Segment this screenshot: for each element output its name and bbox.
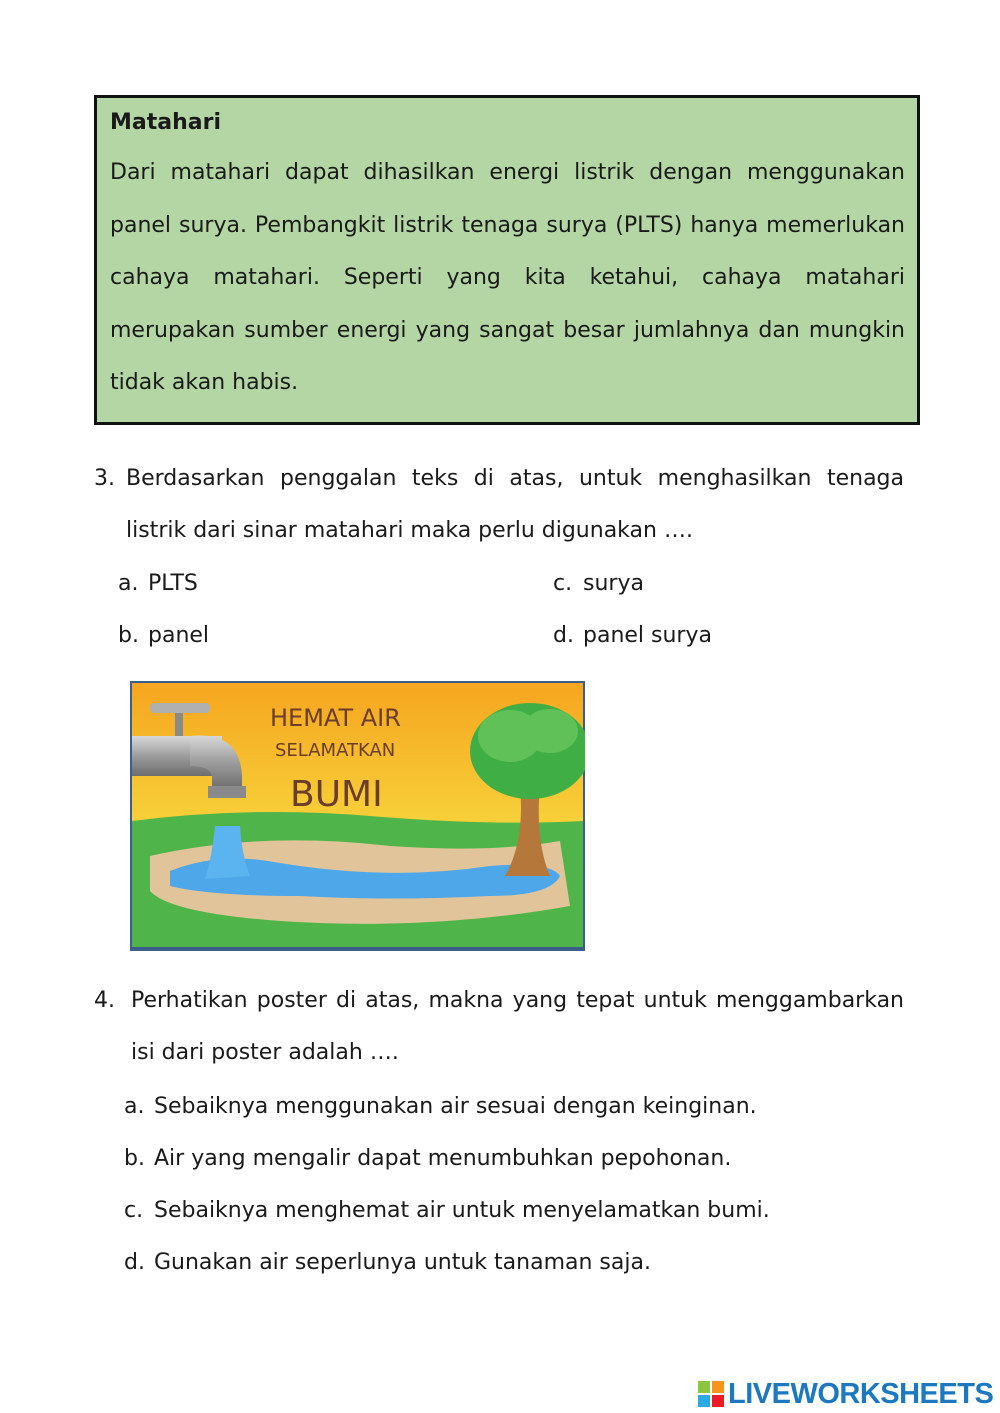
- option-text: Air yang mengalir dapat menumbuhkan pepohonan.: [154, 1146, 732, 1171]
- option-text: panel surya: [583, 623, 712, 648]
- option-label: c.: [553, 571, 573, 596]
- option-label: b.: [124, 1146, 145, 1171]
- question-number: 4.: [94, 988, 115, 1013]
- option-text: Sebaiknya menggunakan air sesuai dengan keinginan.: [154, 1094, 757, 1119]
- option-label: d.: [124, 1250, 145, 1275]
- question-text: Perhatikan poster di atas, makna yang tepat untuk menggambarkan isi dari poster adalah ….: [131, 988, 904, 1065]
- option-label: c.: [124, 1198, 144, 1223]
- option-4c[interactable]: [124, 1196, 770, 1226]
- option-3a[interactable]: [118, 569, 198, 599]
- question-text: Berdasarkan penggalan teks di atas, untuk menghasilkan tenaga listrik dari sinar matahari maka perlu digunakan ….: [126, 466, 904, 543]
- option-label: a.: [118, 571, 139, 596]
- option-4b[interactable]: [124, 1144, 731, 1174]
- option-text: Sebaiknya menghemat air untuk menyelamatkan bumi.: [154, 1198, 770, 1223]
- option-text: surya: [583, 571, 644, 596]
- option-3d[interactable]: [553, 621, 712, 651]
- poster-image: [130, 681, 585, 951]
- question-4: [94, 983, 904, 1079]
- option-3c[interactable]: [553, 569, 644, 599]
- poster-line2: SELAMATKAN: [275, 740, 396, 761]
- option-label: a.: [124, 1094, 145, 1119]
- liveworksheets-logo-icon: [698, 1381, 724, 1407]
- passage-box: [94, 95, 920, 425]
- option-text: PLTS: [148, 571, 198, 596]
- option-text: Gunakan air seperlunya untuk tanaman saja.: [154, 1250, 651, 1275]
- question-number: 3.: [94, 466, 115, 491]
- option-label: d.: [553, 623, 574, 648]
- option-label: b.: [118, 623, 139, 648]
- liveworksheets-brand[interactable]: [698, 1376, 993, 1412]
- poster-line3: BUMI: [290, 774, 383, 815]
- question-3: [94, 461, 904, 557]
- option-4d[interactable]: [124, 1248, 651, 1278]
- poster-line1: HEMAT AIR: [270, 704, 401, 732]
- option-4a[interactable]: [124, 1092, 757, 1122]
- brand-name: LIVEWORKSHEETS: [728, 1377, 994, 1410]
- passage-title: Matahari: [110, 110, 221, 135]
- passage-text: Dari matahari dapat dihasilkan energi listrik dengan menggunakan panel surya. Pembangkit listrik tenaga surya (PLTS) hanya memerlukan cahaya matahari. Seperti yang kita ketahui, cahaya matahari merupakan sumber energi yang sangat besar jumlahnya dan mungkin tidak akan habis.: [110, 160, 905, 395]
- option-3b[interactable]: [118, 621, 209, 651]
- option-text: panel: [148, 623, 210, 648]
